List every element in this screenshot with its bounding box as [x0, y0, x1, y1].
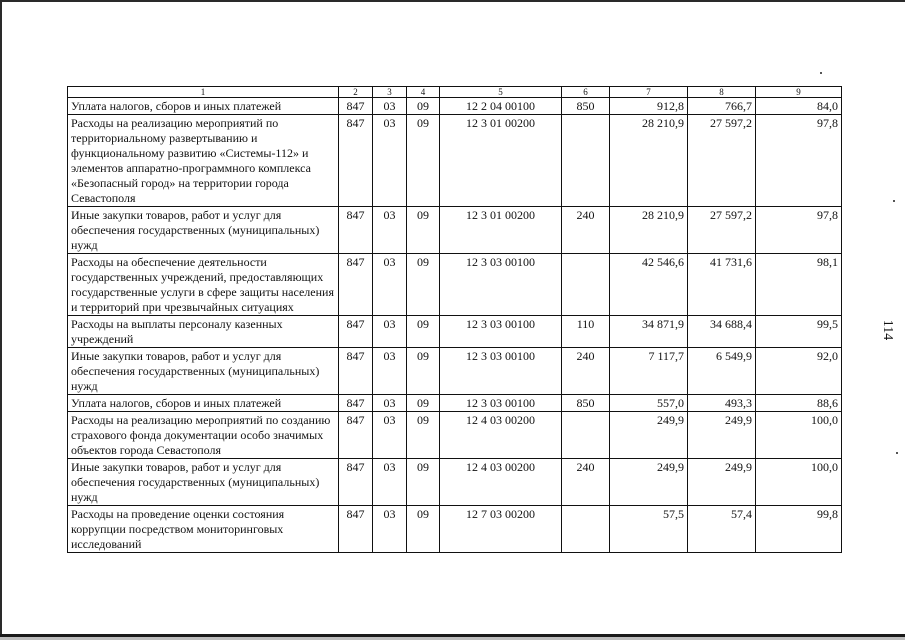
- column-header-5: 5: [440, 87, 562, 98]
- cell-target-article: 12 3 01 00200: [440, 115, 562, 207]
- cell-name: Иные закупки товаров, работ и услуг для обеспечения государственных (муниципальных) нужд: [68, 348, 339, 395]
- table-row: [68, 207, 842, 254]
- column-header-4: 4: [407, 87, 440, 98]
- cell-planned: 557,0: [610, 395, 688, 412]
- cell-ministry-code: 847: [339, 412, 373, 459]
- column-header-1: 1: [68, 87, 339, 98]
- cell-ministry-code: 847: [339, 348, 373, 395]
- cell-section: 03: [373, 348, 407, 395]
- cell-expense-type: 240: [562, 348, 610, 395]
- cell-expense-type: 240: [562, 207, 610, 254]
- cell-percent: 97,8: [756, 207, 842, 254]
- table-row: [68, 412, 842, 459]
- cell-section: 03: [373, 98, 407, 115]
- cell-executed: 34 688,4: [688, 316, 756, 348]
- cell-target-article: 12 7 03 00200: [440, 506, 562, 553]
- cell-ministry-code: 847: [339, 459, 373, 506]
- table-row: [68, 395, 842, 412]
- cell-executed: 57,4: [688, 506, 756, 553]
- cell-planned: 34 871,9: [610, 316, 688, 348]
- cell-subsection: 09: [407, 395, 440, 412]
- cell-percent: 99,5: [756, 316, 842, 348]
- cell-subsection: 09: [407, 459, 440, 506]
- cell-expense-type: [562, 115, 610, 207]
- scan-speck: [896, 452, 898, 454]
- cell-target-article: 12 4 03 00200: [440, 459, 562, 506]
- cell-ministry-code: 847: [339, 207, 373, 254]
- cell-percent: 92,0: [756, 348, 842, 395]
- cell-planned: 912,8: [610, 98, 688, 115]
- cell-planned: 57,5: [610, 506, 688, 553]
- cell-expense-type: 850: [562, 395, 610, 412]
- cell-ministry-code: 847: [339, 115, 373, 207]
- column-header-7: 7: [610, 87, 688, 98]
- table-row: [68, 254, 842, 316]
- cell-ministry-code: 847: [339, 506, 373, 553]
- cell-target-article: 12 3 01 00200: [440, 207, 562, 254]
- cell-section: 03: [373, 115, 407, 207]
- cell-percent: 98,1: [756, 254, 842, 316]
- cell-target-article: 12 2 04 00100: [440, 98, 562, 115]
- cell-expense-type: [562, 506, 610, 553]
- cell-name: Расходы на обеспечение деятельности государственных учреждений, предоставляющих государственные услуги в сфере защиты населения и территорий при чрезвычайных ситуациях: [68, 254, 339, 316]
- cell-section: 03: [373, 459, 407, 506]
- table-row: [68, 459, 842, 506]
- cell-section: 03: [373, 506, 407, 553]
- cell-percent: 88,6: [756, 395, 842, 412]
- cell-target-article: 12 3 03 00100: [440, 254, 562, 316]
- cell-name: Иные закупки товаров, работ и услуг для обеспечения государственных (муниципальных) нужд: [68, 459, 339, 506]
- page-number: 114: [880, 319, 895, 341]
- cell-subsection: 09: [407, 348, 440, 395]
- cell-section: 03: [373, 316, 407, 348]
- cell-name: Расходы на реализацию мероприятий по созданию страхового фонда документации особо значимых объектов города Севастополя: [68, 412, 339, 459]
- cell-name: Уплата налогов, сборов и иных платежей: [68, 98, 339, 115]
- cell-target-article: 12 4 03 00200: [440, 412, 562, 459]
- cell-name: Уплата налогов, сборов и иных платежей: [68, 395, 339, 412]
- column-header-8: 8: [688, 87, 756, 98]
- cell-expense-type: 240: [562, 459, 610, 506]
- cell-section: 03: [373, 254, 407, 316]
- table-body: [68, 98, 842, 553]
- cell-target-article: 12 3 03 00100: [440, 395, 562, 412]
- cell-ministry-code: 847: [339, 254, 373, 316]
- cell-executed: 493,3: [688, 395, 756, 412]
- scan-speck: [820, 72, 822, 74]
- cell-subsection: 09: [407, 412, 440, 459]
- table-row: [68, 115, 842, 207]
- cell-subsection: 09: [407, 506, 440, 553]
- cell-executed: 41 731,6: [688, 254, 756, 316]
- cell-planned: 42 546,6: [610, 254, 688, 316]
- cell-percent: 99,8: [756, 506, 842, 553]
- cell-ministry-code: 847: [339, 316, 373, 348]
- column-header-9: 9: [756, 87, 842, 98]
- cell-expense-type: [562, 254, 610, 316]
- cell-subsection: 09: [407, 316, 440, 348]
- cell-name: Расходы на реализацию мероприятий по территориальному развертыванию и функциональному развитию «Системы-112» и элементов аппаратно-программного комплекса «Безопасный город» на территории города Севастополя: [68, 115, 339, 207]
- scan-speck: [893, 200, 895, 202]
- cell-planned: 28 210,9: [610, 207, 688, 254]
- cell-subsection: 09: [407, 98, 440, 115]
- cell-target-article: 12 3 03 00100: [440, 348, 562, 395]
- scan-edge-left: [0, 0, 2, 640]
- cell-name: Расходы на проведение оценки состояния коррупции посредством мониторинговых исследований: [68, 506, 339, 553]
- cell-planned: 249,9: [610, 412, 688, 459]
- table-row: [68, 98, 842, 115]
- cell-executed: 6 549,9: [688, 348, 756, 395]
- cell-percent: 100,0: [756, 459, 842, 506]
- header-row: [68, 87, 842, 98]
- cell-planned: 28 210,9: [610, 115, 688, 207]
- cell-percent: 84,0: [756, 98, 842, 115]
- cell-subsection: 09: [407, 207, 440, 254]
- table-header: [68, 87, 842, 98]
- cell-executed: 249,9: [688, 412, 756, 459]
- cell-expense-type: 110: [562, 316, 610, 348]
- cell-executed: 27 597,2: [688, 207, 756, 254]
- column-header-2: 2: [339, 87, 373, 98]
- cell-subsection: 09: [407, 254, 440, 316]
- budget-table: [67, 86, 842, 553]
- cell-section: 03: [373, 207, 407, 254]
- cell-percent: 100,0: [756, 412, 842, 459]
- cell-name: Расходы на выплаты персоналу казенных учреждений: [68, 316, 339, 348]
- column-header-6: 6: [562, 87, 610, 98]
- cell-expense-type: [562, 412, 610, 459]
- cell-executed: 27 597,2: [688, 115, 756, 207]
- cell-ministry-code: 847: [339, 98, 373, 115]
- cell-expense-type: 850: [562, 98, 610, 115]
- cell-ministry-code: 847: [339, 395, 373, 412]
- cell-section: 03: [373, 412, 407, 459]
- cell-planned: 7 117,7: [610, 348, 688, 395]
- table-row: [68, 506, 842, 553]
- cell-name: Иные закупки товаров, работ и услуг для обеспечения государственных (муниципальных) нужд: [68, 207, 339, 254]
- cell-section: 03: [373, 395, 407, 412]
- table-row: [68, 348, 842, 395]
- cell-executed: 249,9: [688, 459, 756, 506]
- cell-planned: 249,9: [610, 459, 688, 506]
- table-row: [68, 316, 842, 348]
- cell-percent: 97,8: [756, 115, 842, 207]
- scan-edge-top: [0, 0, 905, 2]
- cell-executed: 766,7: [688, 98, 756, 115]
- column-header-3: 3: [373, 87, 407, 98]
- cell-target-article: 12 3 03 00100: [440, 316, 562, 348]
- cell-subsection: 09: [407, 115, 440, 207]
